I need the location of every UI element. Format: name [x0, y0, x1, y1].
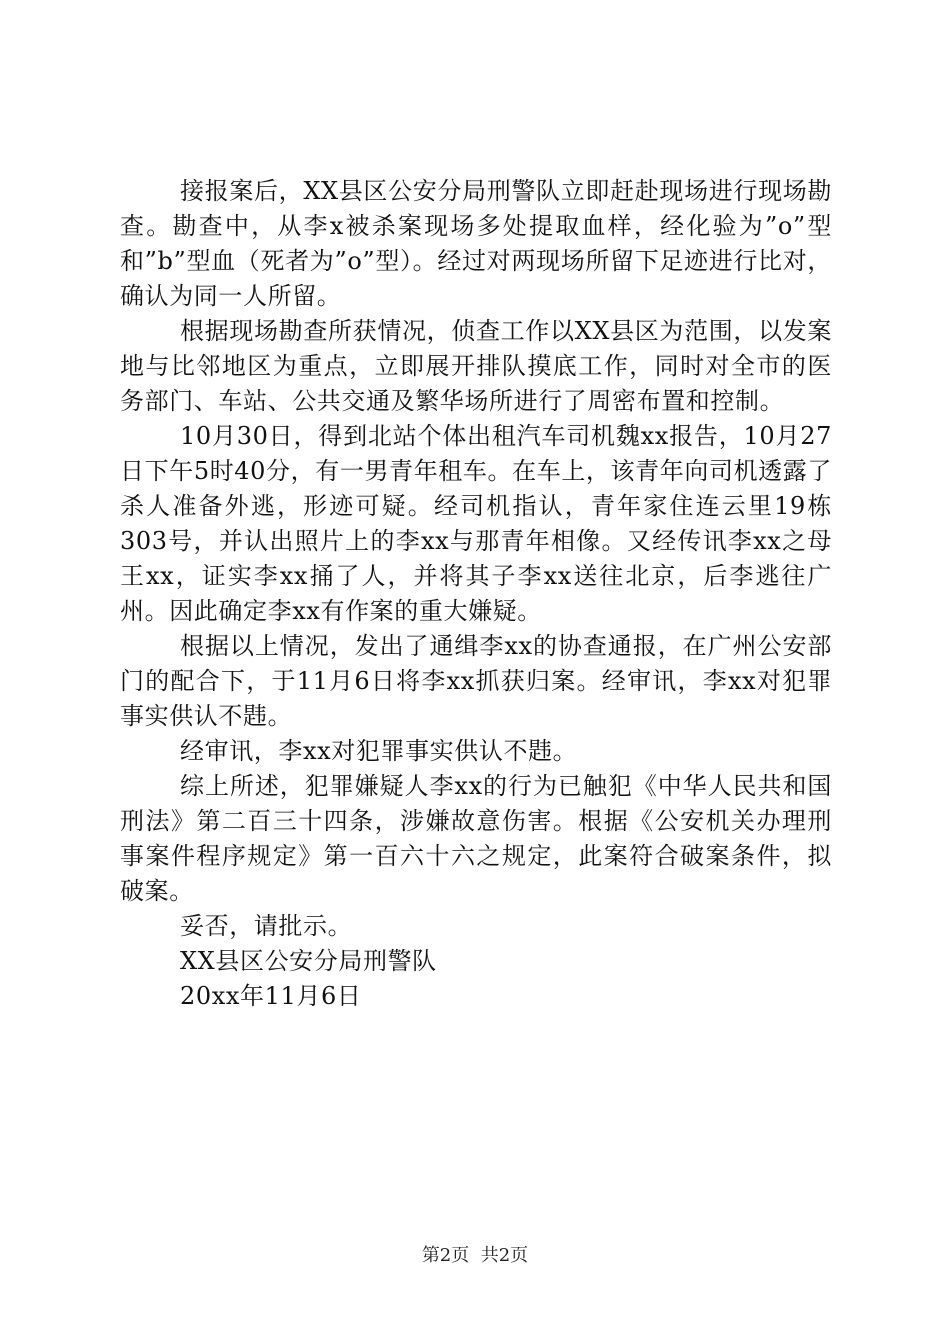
signature-unit: XX县区公安分局刑警队 [180, 947, 437, 975]
paragraph-investigation: 接报案后，XX县区公安分局刑警队立即赶赴现场进行现场勘查。勘查中，从李x被杀案现场多处提取血样，经化验为”o”型和”b”型血（死者为”o”型）。经过对两现场所留下足迹进行比对，确认为同一人所留。 [120, 177, 832, 310]
paragraph-conclusion: 综上所述，犯罪嫌疑人李xx的行为已触犯《中华人民共和国刑法》第二百三十四条，涉嫌故意伤害。根据《公安机关办理刑事案件程序规定》第一百六十六之规定，此案符合破案条件，拟破案。 [120, 772, 832, 905]
paragraph-report: 10月30日，得到北站个体出租汽车司机魏xx报告，10月27日下午5时40分，有一男青年租车。在车上，该青年向司机透露了杀人准备外逃，形迹可疑。经司机指认，青年家住连云里19栋303号，并认出照片上的李xx与那青年相像。又经传讯李xx之母王xx，证实李xx捅了人，并将其子李xx送往北京，后李逃往广州。因此确定李xx有作案的重大嫌疑。 [120, 422, 832, 625]
paragraph-deployment: 根据现场勘查所获情况，侦查工作以XX县区为范围，以发案地与比邻地区为重点，立即展开排队摸底工作，同时对全市的医务部门、车站、公共交通及繁华场所进行了周密布置和控制。 [120, 317, 832, 415]
document-date: 20xx年11月6日 [180, 982, 362, 1010]
page-number-footer: 第2页 共2页 [421, 1245, 529, 1266]
document-body [120, 174, 832, 1014]
closing-request: 妥否，请批示。 [180, 912, 353, 940]
paragraph-interrogation: 经审讯，李xx对犯罪事实供认不韪。 [180, 737, 578, 765]
paragraph-arrest: 根据以上情况，发出了通缉李xx的协查通报，在广州公安部门的配合下，于11月6日将李xx抓获归案。经审讯，李xx对犯罪事实供认不韪。 [120, 632, 832, 730]
